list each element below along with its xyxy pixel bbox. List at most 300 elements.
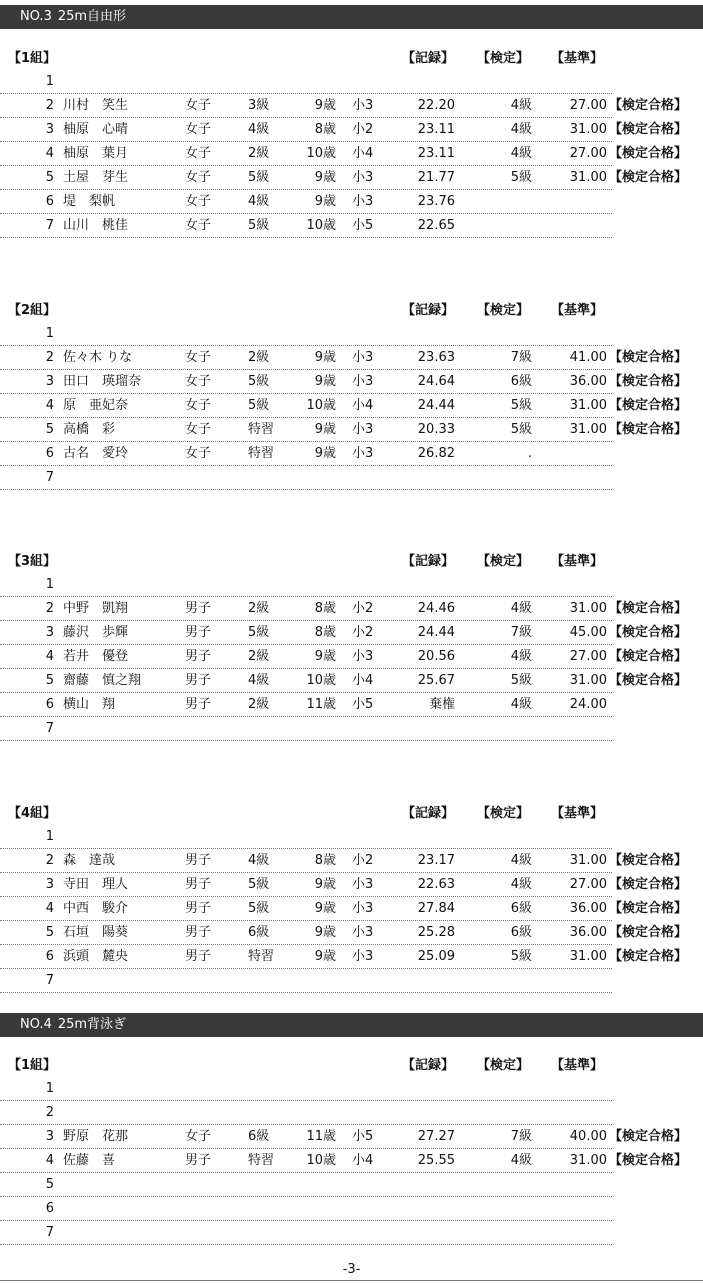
cell-num: 7 [45, 973, 54, 988]
cell-kijun: 27.00 [569, 146, 607, 161]
cell-record [395, 1079, 455, 1099]
event-number: NO.4 [20, 1017, 52, 1032]
table-row [0, 921, 688, 945]
cell-sex: 女子 [185, 146, 212, 161]
cell-num: 5 [45, 673, 54, 688]
cell-num: 6 [45, 194, 54, 209]
cell-result: 【検定合格】 [609, 673, 688, 688]
table-row [0, 945, 688, 969]
cell-num: 7 [45, 721, 54, 736]
kentei-header: 【検定】 [477, 51, 530, 66]
table-row [0, 1149, 688, 1173]
cell-sex [185, 575, 225, 595]
table-row [0, 346, 688, 370]
cell-kijun [555, 192, 607, 212]
bottom-divider [0, 1280, 703, 1281]
cell-result: 【検定合格】 [609, 853, 688, 868]
cell-kijun [555, 827, 607, 847]
cell-record: 27.84 [417, 901, 455, 916]
cell-num: 5 [45, 422, 54, 437]
cell-kentei: 4級 [510, 601, 532, 616]
cell-kentei: 6級 [510, 374, 532, 389]
cell-record: 23.11 [417, 146, 455, 161]
cell-record [395, 1199, 455, 1219]
cell-grade: 5級 [248, 218, 270, 233]
cell-num: 3 [45, 122, 54, 137]
cell-num: 5 [45, 170, 54, 185]
cell-school: 小3 [352, 877, 374, 892]
cell-name: 森 達哉 [63, 853, 116, 868]
cell-age [291, 72, 336, 92]
cell-result: 【検定合格】 [609, 350, 688, 365]
cell-result: 【検定合格】 [609, 901, 688, 916]
cell-result [609, 971, 703, 991]
table-row [0, 370, 688, 394]
cell-grade [248, 827, 278, 847]
cell-num: 5 [45, 925, 54, 940]
cell-kijun: 31.00 [569, 1153, 607, 1168]
cell-record [395, 1175, 455, 1195]
cell-kentei [490, 1079, 532, 1099]
cell-school: 小3 [352, 374, 374, 389]
cell-kentei: 5級 [510, 673, 532, 688]
cell-age: 10歳 [306, 398, 336, 413]
cell-record: 25.09 [417, 949, 455, 964]
cell-kentei [490, 827, 532, 847]
cell-result [609, 1199, 703, 1219]
cell-school: 小3 [352, 170, 374, 185]
cell-age [291, 1223, 336, 1243]
cell-kentei: 5級 [510, 422, 532, 437]
cell-age: 11歳 [306, 1129, 336, 1144]
cell-kijun [555, 72, 607, 92]
cell-school: 小4 [352, 1153, 374, 1168]
cell-name: 堤 梨帆 [63, 194, 116, 209]
cell-name [63, 72, 178, 92]
cell-school: 小2 [352, 625, 374, 640]
cell-age: 9歳 [314, 901, 336, 916]
cell-num: 2 [45, 350, 54, 365]
cell-school [352, 468, 382, 488]
table-row [0, 873, 688, 897]
cell-sex [185, 1079, 225, 1099]
page-number: -3- [342, 1262, 361, 1277]
group-label: 【1組】 [8, 1058, 57, 1073]
cell-kijun [555, 216, 607, 236]
cell-kentei: 4級 [510, 697, 532, 712]
cell-grade [248, 971, 278, 991]
cell-name: 野原 花那 [63, 1129, 129, 1144]
cell-school: 小3 [352, 98, 374, 113]
cell-school [352, 827, 382, 847]
cell-record: 25.28 [417, 925, 455, 940]
event-header-bar [0, 1013, 703, 1037]
cell-kijun: 31.00 [569, 122, 607, 137]
cell-record: 23.11 [417, 122, 455, 137]
cell-record [395, 827, 455, 847]
cell-kentei [490, 216, 532, 236]
cell-sex [185, 468, 225, 488]
cell-name: 土屋 芽生 [63, 170, 129, 185]
cell-age: 9歳 [314, 949, 336, 964]
cell-sex: 男子 [185, 925, 212, 940]
cell-num: 6 [45, 697, 54, 712]
cell-name: 川村 笑生 [63, 98, 129, 113]
kentei-header: 【検定】 [477, 1058, 530, 1073]
cell-age: 9歳 [314, 925, 336, 940]
cell-name: 山川 桃佳 [63, 218, 129, 233]
cell-kentei [490, 192, 532, 212]
cell-name: 佐々木 りな [63, 350, 133, 365]
cell-kentei: 4級 [510, 877, 532, 892]
cell-num: 7 [45, 470, 54, 485]
cell-kentei [490, 1223, 532, 1243]
cell-sex: 男子 [185, 853, 212, 868]
cell-num: 7 [45, 1225, 54, 1240]
kijun-header: 【基準】 [551, 806, 604, 821]
cell-age: 10歳 [306, 1153, 336, 1168]
cell-result: 【検定合格】 [609, 374, 688, 389]
cell-age: 9歳 [314, 422, 336, 437]
table-row [0, 166, 688, 190]
cell-record [395, 468, 455, 488]
cell-kentei: 4級 [510, 853, 532, 868]
cell-kijun [555, 1175, 607, 1195]
cell-result [609, 216, 703, 236]
cell-sex: 女子 [185, 374, 212, 389]
cell-grade: 5級 [248, 877, 270, 892]
cell-result [609, 1103, 703, 1123]
cell-age: 8歳 [314, 601, 336, 616]
table-row [0, 693, 612, 717]
table-row [0, 849, 688, 873]
kentei-header: 【検定】 [477, 303, 530, 318]
cell-record: 24.46 [417, 601, 455, 616]
cell-sex: 男子 [185, 697, 212, 712]
cell-kijun: 36.00 [569, 374, 607, 389]
cell-record: 24.64 [417, 374, 455, 389]
kijun-header: 【基準】 [551, 51, 604, 66]
cell-age [291, 827, 336, 847]
cell-age [291, 1103, 336, 1123]
cell-age [291, 719, 336, 739]
cell-age: 8歳 [314, 853, 336, 868]
cell-num: 1 [45, 829, 54, 844]
cell-sex: 女子 [185, 218, 212, 233]
table-row [0, 621, 688, 645]
cell-record: 22.65 [417, 218, 455, 233]
cell-kijun: 31.00 [569, 398, 607, 413]
cell-name: 柚原 葉月 [63, 146, 129, 161]
cell-record: 24.44 [417, 398, 455, 413]
table-row [0, 322, 612, 346]
cell-sex [185, 1223, 225, 1243]
cell-sex [185, 719, 225, 739]
cell-grade [248, 468, 278, 488]
cell-grade: 特習 [248, 446, 275, 461]
cell-kijun: 31.00 [569, 853, 607, 868]
cell-name [63, 719, 178, 739]
cell-grade: 2級 [248, 146, 270, 161]
cell-grade [248, 324, 278, 344]
table-row [0, 645, 688, 669]
cell-sex [185, 324, 225, 344]
cell-grade: 3級 [248, 98, 270, 113]
kijun-header: 【基準】 [551, 1058, 604, 1073]
cell-num: 1 [45, 74, 54, 89]
cell-name [63, 827, 178, 847]
cell-kijun [555, 971, 607, 991]
cell-name [63, 575, 178, 595]
cell-kentei: 7級 [510, 1129, 532, 1144]
cell-sex: 女子 [185, 1129, 212, 1144]
cell-kentei [490, 468, 532, 488]
cell-school: 小5 [352, 218, 374, 233]
cell-name: 原 亜妃奈 [63, 398, 129, 413]
cell-sex: 男子 [185, 949, 212, 964]
cell-kijun: 31.00 [569, 422, 607, 437]
cell-age: 10歳 [306, 146, 336, 161]
cell-school [352, 719, 382, 739]
cell-grade: 特習 [248, 422, 275, 437]
record-header: 【記録】 [402, 51, 455, 66]
cell-sex [185, 1199, 225, 1219]
cell-kentei: 7級 [510, 625, 532, 640]
cell-age: 9歳 [314, 374, 336, 389]
cell-name: 高橋 彩 [63, 422, 116, 437]
cell-kijun: 27.00 [569, 98, 607, 113]
cell-name: 寺田 理人 [63, 877, 129, 892]
cell-school: 小2 [352, 853, 374, 868]
kentei-header: 【検定】 [477, 554, 530, 569]
cell-result: 【検定合格】 [609, 122, 688, 137]
cell-kijun [555, 468, 607, 488]
cell-school: 小2 [352, 122, 374, 137]
table-row [0, 442, 612, 466]
cell-grade: 6級 [248, 925, 270, 940]
record-header: 【記録】 [402, 1058, 455, 1073]
cell-result: 【検定合格】 [609, 170, 688, 185]
cell-grade [248, 1199, 278, 1219]
cell-name: 藤沢 歩輝 [63, 625, 129, 640]
cell-sex: 男子 [185, 901, 212, 916]
cell-record: 20.33 [417, 422, 455, 437]
cell-sex: 女子 [185, 422, 212, 437]
cell-sex: 男子 [185, 625, 212, 640]
cell-record: 23.63 [417, 350, 455, 365]
event-title: 25m自由形 [57, 9, 127, 24]
cell-result: 【検定合格】 [609, 1129, 688, 1144]
cell-num: 5 [45, 1177, 54, 1192]
cell-grade: 5級 [248, 374, 270, 389]
table-row [0, 1197, 612, 1221]
cell-name: 柚原 心晴 [63, 122, 129, 137]
table-row [0, 597, 688, 621]
kijun-header: 【基準】 [551, 303, 604, 318]
cell-result: 【検定合格】 [609, 601, 688, 616]
cell-sex: 男子 [185, 601, 212, 616]
cell-result [609, 1175, 703, 1195]
cell-num: 2 [45, 601, 54, 616]
cell-num: 4 [45, 901, 54, 916]
cell-sex: 女子 [185, 350, 212, 365]
table-row [0, 1173, 612, 1197]
table-row [0, 1101, 612, 1125]
cell-name [63, 1223, 178, 1243]
cell-result: 【検定合格】 [609, 422, 688, 437]
cell-num: 4 [45, 398, 54, 413]
cell-record: 22.63 [417, 877, 455, 892]
kijun-header: 【基準】 [551, 554, 604, 569]
cell-school: 小2 [352, 601, 374, 616]
cell-school: 小3 [352, 925, 374, 940]
record-header: 【記録】 [402, 554, 455, 569]
cell-age: 10歳 [306, 218, 336, 233]
cell-kentei: 5級 [510, 170, 532, 185]
cell-sex: 女子 [185, 170, 212, 185]
cell-kentei [490, 575, 532, 595]
cell-school [352, 324, 382, 344]
cell-result [609, 444, 703, 464]
group-label: 【3組】 [8, 554, 57, 569]
cell-grade: 4級 [248, 194, 270, 209]
cell-school: 小4 [352, 146, 374, 161]
table-row [0, 897, 688, 921]
cell-record: 27.27 [417, 1129, 455, 1144]
table-row [0, 70, 612, 94]
cell-name: 石垣 陽葵 [63, 925, 129, 940]
cell-result [609, 72, 703, 92]
cell-kijun: 31.00 [569, 673, 607, 688]
record-header: 【記録】 [402, 806, 455, 821]
cell-sex: 男子 [185, 1153, 212, 1168]
cell-name [63, 1175, 178, 1195]
cell-name [63, 971, 178, 991]
cell-num: 6 [45, 446, 54, 461]
cell-school [352, 1103, 382, 1123]
cell-result: 【検定合格】 [609, 649, 688, 664]
cell-sex: 女子 [185, 446, 212, 461]
cell-record [395, 719, 455, 739]
cell-record [395, 1103, 455, 1123]
cell-school: 小5 [352, 697, 374, 712]
event-title: 25m背泳ぎ [57, 1017, 127, 1032]
cell-name: 横山 翔 [63, 697, 116, 712]
cell-record: 26.82 [417, 446, 455, 461]
cell-sex: 女子 [185, 398, 212, 413]
cell-record: 棄権 [428, 697, 455, 712]
event-header-bar [0, 5, 703, 29]
cell-age: 9歳 [314, 446, 336, 461]
cell-result [609, 324, 703, 344]
cell-num: 1 [45, 1081, 54, 1096]
cell-age [291, 324, 336, 344]
kentei-header: 【検定】 [477, 806, 530, 821]
cell-kijun [555, 1199, 607, 1219]
cell-record: 24.44 [417, 625, 455, 640]
cell-record: 20.56 [417, 649, 455, 664]
cell-grade: 2級 [248, 350, 270, 365]
cell-num: 1 [45, 326, 54, 341]
cell-kentei: 5級 [510, 398, 532, 413]
cell-kijun: 27.00 [569, 649, 607, 664]
cell-age: 10歳 [306, 673, 336, 688]
cell-age: 9歳 [314, 350, 336, 365]
cell-sex: 男子 [185, 673, 212, 688]
cell-kijun: 31.00 [569, 170, 607, 185]
cell-sex: 女子 [185, 98, 212, 113]
cell-grade: 特習 [248, 1153, 275, 1168]
cell-kentei: 6級 [510, 901, 532, 916]
cell-kentei [490, 1199, 532, 1219]
cell-kentei: 4級 [510, 146, 532, 161]
cell-record: 25.55 [417, 1153, 455, 1168]
cell-school: 小3 [352, 901, 374, 916]
table-row [0, 142, 688, 166]
cell-sex [185, 827, 225, 847]
cell-record: 23.17 [417, 853, 455, 868]
table-row [0, 214, 612, 238]
cell-name: 古名 愛玲 [63, 446, 129, 461]
cell-name: 中野 凱翔 [63, 601, 129, 616]
cell-kentei [490, 1103, 532, 1123]
cell-num: 4 [45, 649, 54, 664]
cell-name [63, 1079, 178, 1099]
table-row [0, 94, 688, 118]
cell-age [291, 971, 336, 991]
cell-school [352, 1079, 382, 1099]
cell-record [395, 1223, 455, 1243]
cell-kentei: 4級 [510, 649, 532, 664]
table-row [0, 717, 612, 741]
group-label: 【2組】 [8, 303, 57, 318]
table-row [0, 466, 612, 490]
cell-sex [185, 1175, 225, 1195]
cell-age [291, 575, 336, 595]
cell-sex [185, 72, 225, 92]
cell-name [63, 1103, 178, 1123]
cell-name [63, 1199, 178, 1219]
cell-sex [185, 1103, 225, 1123]
cell-kijun: 40.00 [569, 1129, 607, 1144]
cell-school [352, 1223, 382, 1243]
cell-kijun: 45.00 [569, 625, 607, 640]
cell-record [395, 324, 455, 344]
cell-result [609, 1223, 703, 1243]
cell-record: 25.67 [417, 673, 455, 688]
cell-num: 2 [45, 1105, 54, 1120]
cell-age: 9歳 [314, 170, 336, 185]
cell-school: 小3 [352, 422, 374, 437]
cell-kijun: 31.00 [569, 949, 607, 964]
cell-result: 【検定合格】 [609, 98, 688, 113]
cell-num: 2 [45, 853, 54, 868]
cell-school: 小5 [352, 1129, 374, 1144]
table-row [0, 118, 688, 142]
cell-kijun: 36.00 [569, 901, 607, 916]
cell-kentei [490, 719, 532, 739]
cell-name: 田口 瑛瑠奈 [63, 374, 142, 389]
cell-grade [248, 1079, 278, 1099]
cell-grade [248, 1175, 278, 1195]
table-row [0, 573, 612, 597]
cell-result: 【検定合格】 [609, 1153, 688, 1168]
cell-school: 小4 [352, 673, 374, 688]
cell-kentei [490, 1175, 532, 1195]
cell-school [352, 575, 382, 595]
cell-kijun: 24.00 [569, 697, 607, 712]
table-row [0, 418, 688, 442]
